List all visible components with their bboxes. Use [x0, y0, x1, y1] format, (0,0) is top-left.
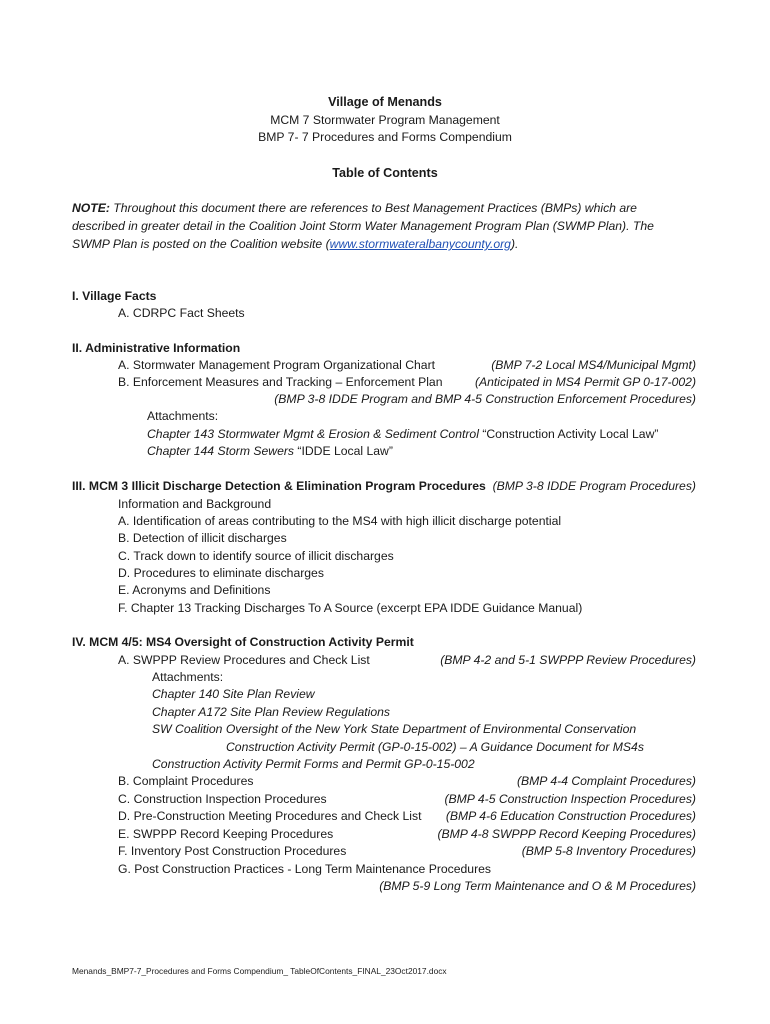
attachment-entry: Chapter 144 Storm Sewers “IDDE Local Law”: [147, 444, 393, 458]
attachments-label: Attachments:: [152, 670, 224, 684]
toc-entry: G. Post Construction Practices - Long Term Maintenance Procedures: [118, 862, 492, 876]
attachments-label: Attachments:: [147, 409, 219, 423]
toc-entry: Information and Background: [118, 497, 272, 511]
document-title: Village of Menands: [328, 95, 442, 109]
bmp-reference: (Anticipated in MS4 Permit GP 0-17-002): [474, 375, 696, 389]
section-heading: I. Village Facts: [72, 289, 157, 303]
toc-entry: F. Chapter 13 Tracking Discharges To A Source (excerpt EPA IDDE Guidance Manual): [118, 601, 583, 615]
toc-entry: F. Inventory Post Construction Procedures: [118, 844, 347, 858]
note-line: described in greater detail in the Coalition Joint Storm Water Management Program Plan (SWMP Plan). The: [72, 219, 654, 233]
note-label: NOTE:: [72, 201, 110, 215]
bmp-reference: (BMP 3-8 IDDE Program Procedures): [492, 479, 696, 493]
toc-entry: D. Pre-Construction Meeting Procedures and Check List: [118, 809, 422, 823]
toc-entry: C. Construction Inspection Procedures: [118, 792, 327, 806]
toc-entry: E. Acronyms and Definitions: [118, 583, 271, 597]
toc-entry: A. CDRPC Fact Sheets: [118, 306, 245, 320]
section-heading: III. MCM 3 Illicit Discharge Detection & Elimination Program Procedures: [72, 479, 486, 493]
section-heading: II. Administrative Information: [72, 341, 241, 355]
toc-entry: E. SWPPP Record Keeping Procedures: [118, 827, 334, 841]
bmp-reference: (BMP 4-5 Construction Inspection Procedures): [444, 792, 696, 806]
bmp-reference: (BMP 4-4 Complaint Procedures): [516, 774, 696, 788]
bmp-reference: (BMP 7-2 Local MS4/Municipal Mgmt): [491, 358, 696, 372]
note-line: SWMP Plan is posted on the Coalition website (www.stormwateralbanycounty.org).: [72, 237, 519, 251]
attachment-entry: Chapter 140 Site Plan Review: [152, 687, 315, 701]
bmp-reference: (BMP 5-8 Inventory Procedures): [521, 844, 696, 858]
bmp-reference: (BMP 4-2 and 5-1 SWPPP Review Procedures): [440, 653, 696, 667]
attachment-entry: Chapter 143 Stormwater Mgmt & Erosion & Sediment Control “Construction Activity Local Law”: [147, 427, 659, 441]
attachment-entry: Construction Activity Permit (GP-0-15-002) – A Guidance Document for MS4s: [226, 740, 644, 754]
toc-entry: C. Track down to identify source of illicit discharges: [118, 549, 394, 563]
toc-heading: Table of Contents: [332, 166, 438, 180]
toc-entry: D. Procedures to eliminate discharges: [118, 566, 324, 580]
note-line: NOTE: Throughout this document there are references to Best Management Practices (BMPs) which are: [72, 201, 637, 215]
toc-entry: B. Enforcement Measures and Tracking – Enforcement Plan: [118, 375, 443, 389]
toc-entry: A. Stormwater Management Program Organizational Chart: [118, 358, 436, 372]
document-subtitle: BMP 7- 7 Procedures and Forms Compendium: [258, 130, 512, 144]
toc-entry: B. Complaint Procedures: [118, 774, 254, 788]
bmp-reference: (BMP 4-8 SWPPP Record Keeping Procedures): [437, 827, 696, 841]
attachment-entry: Construction Activity Permit Forms and Permit GP-0-15-002: [152, 757, 475, 771]
toc-entry: B. Detection of illicit discharges: [118, 531, 287, 545]
bmp-reference: (BMP 3-8 IDDE Program and BMP 4-5 Construction Enforcement Procedures): [274, 392, 696, 406]
section-heading: IV. MCM 4/5: MS4 Oversight of Construction Activity Permit: [72, 635, 414, 649]
coalition-website-link[interactable]: www.stormwateralbanycounty.org: [329, 237, 511, 251]
toc-entry: A. Identification of areas contributing to the MS4 with high illicit discharge potential: [118, 514, 562, 528]
bmp-reference: (BMP 5-9 Long Term Maintenance and O & M Procedures): [379, 879, 696, 893]
footer-filename: Menands_BMP7-7_Procedures and Forms Compendium_ TableOfContents_FINAL_23Oct2017.docx: [72, 966, 447, 976]
toc-entry: A. SWPPP Review Procedures and Check List: [118, 653, 370, 667]
attachment-entry: Chapter A172 Site Plan Review Regulations: [152, 705, 391, 719]
document-subtitle: MCM 7 Stormwater Program Management: [270, 113, 500, 127]
bmp-reference: (BMP 4-6 Education Construction Procedures): [445, 809, 696, 823]
attachment-entry: SW Coalition Oversight of the New York State Department of Environmental Conservation: [152, 722, 637, 736]
